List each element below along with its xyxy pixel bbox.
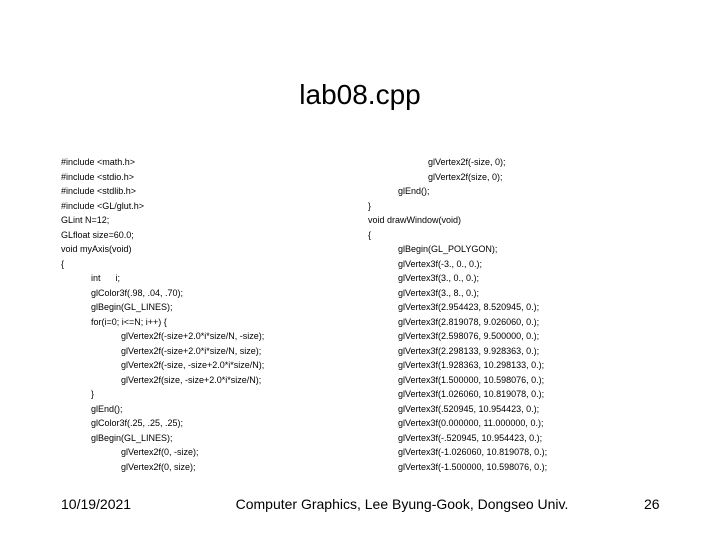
- code-line: glVertex3f(2.298133, 9.928363, 0.);: [398, 345, 540, 356]
- code-line: glVertex3f(2.954423, 8.520945, 0.);: [398, 302, 540, 312]
- code-line: glColor3f(.98, .04, .70);: [91, 287, 184, 298]
- code-line: glVertex3f(.520945, 10.954423, 0.);: [398, 403, 540, 414]
- code-line: glVertex2f(size, -size+2.0*i*size/N);: [121, 374, 262, 385]
- code-line: glVertex3f(3., 0., 0.);: [398, 273, 480, 283]
- code-line: glVertex2f(0, size);: [121, 461, 196, 472]
- code-line: glVertex3f(3., 8., 0.);: [398, 287, 480, 298]
- code-line: glVertex2f(-size, -size+2.0*i*size/N);: [121, 360, 265, 370]
- code-line: glColor3f(.25, .25, .25);: [91, 418, 184, 428]
- code-line: glVertex3f(2.819078, 9.026060, 0.);: [398, 316, 540, 327]
- code-line: glVertex3f(1.928363, 10.298133, 0.);: [398, 360, 545, 370]
- code-line: glEnd();: [91, 403, 123, 414]
- code-line: #include <stdlib.h>: [61, 186, 137, 196]
- code-line: GLint N=12;: [61, 215, 110, 225]
- code-column-right: [368, 155, 547, 474]
- code-line: #include <GL/glut.h>: [61, 200, 145, 211]
- code-line: glEnd();: [398, 186, 430, 196]
- code-line: glVertex3f(2.598076, 9.500000, 0.);: [398, 331, 540, 341]
- code-line: #include <stdio.h>: [61, 171, 135, 182]
- code-line: glVertex3f(-1.026060, 10.819078, 0.);: [398, 447, 548, 457]
- code-line: glVertex3f(-3., 0., 0.);: [398, 258, 483, 269]
- code-line: {: [368, 229, 372, 240]
- code-line: {: [61, 258, 65, 269]
- code-line: glVertex2f(0, -size);: [121, 447, 199, 457]
- code-line: glBegin(GL_POLYGON);: [398, 244, 498, 254]
- code-line: #include <math.h>: [61, 157, 136, 167]
- footer-caption: Computer Graphics, Lee Byung-Gook, Dongseo Univ.: [235, 496, 569, 512]
- code-line: glVertex3f(0.000000, 11.000000, 0.);: [398, 418, 544, 428]
- code-line: glVertex2f(-size+2.0*i*size/N, -size);: [121, 331, 265, 341]
- code-line: glVertex3f(1.026060, 10.819078, 0.);: [398, 389, 545, 399]
- code-line: void drawWindow(void): [368, 215, 462, 225]
- code-line: int i;: [91, 273, 121, 283]
- code-line: glVertex3f(-.520945, 10.954423, 0.);: [398, 432, 543, 443]
- code-line: glVertex3f(1.500000, 10.598076, 0.);: [398, 374, 545, 385]
- code-line: }: [91, 389, 95, 399]
- code-line: glVertex3f(-1.500000, 10.598076, 0.);: [398, 461, 548, 472]
- code-line: glVertex2f(-size, 0);: [428, 157, 506, 167]
- code-line: glBegin(GL_LINES);: [91, 432, 173, 443]
- page-number: 26: [644, 496, 660, 512]
- code-line: glVertex2f(size, 0);: [428, 171, 503, 182]
- code-line: GLfloat size=60.0;: [61, 229, 134, 240]
- code-line: for(i=0; i<=N; i++) {: [91, 316, 167, 327]
- slide-title: lab08.cpp: [299, 79, 421, 110]
- code-line: glBegin(GL_LINES);: [91, 302, 173, 312]
- code-column-left: [61, 155, 264, 474]
- code-line: glVertex2f(-size+2.0*i*size/N, size);: [121, 345, 262, 356]
- code-line: void myAxis(void): [61, 244, 132, 254]
- code-line: }: [368, 200, 372, 211]
- footer-date: 10/19/2021: [61, 496, 132, 512]
